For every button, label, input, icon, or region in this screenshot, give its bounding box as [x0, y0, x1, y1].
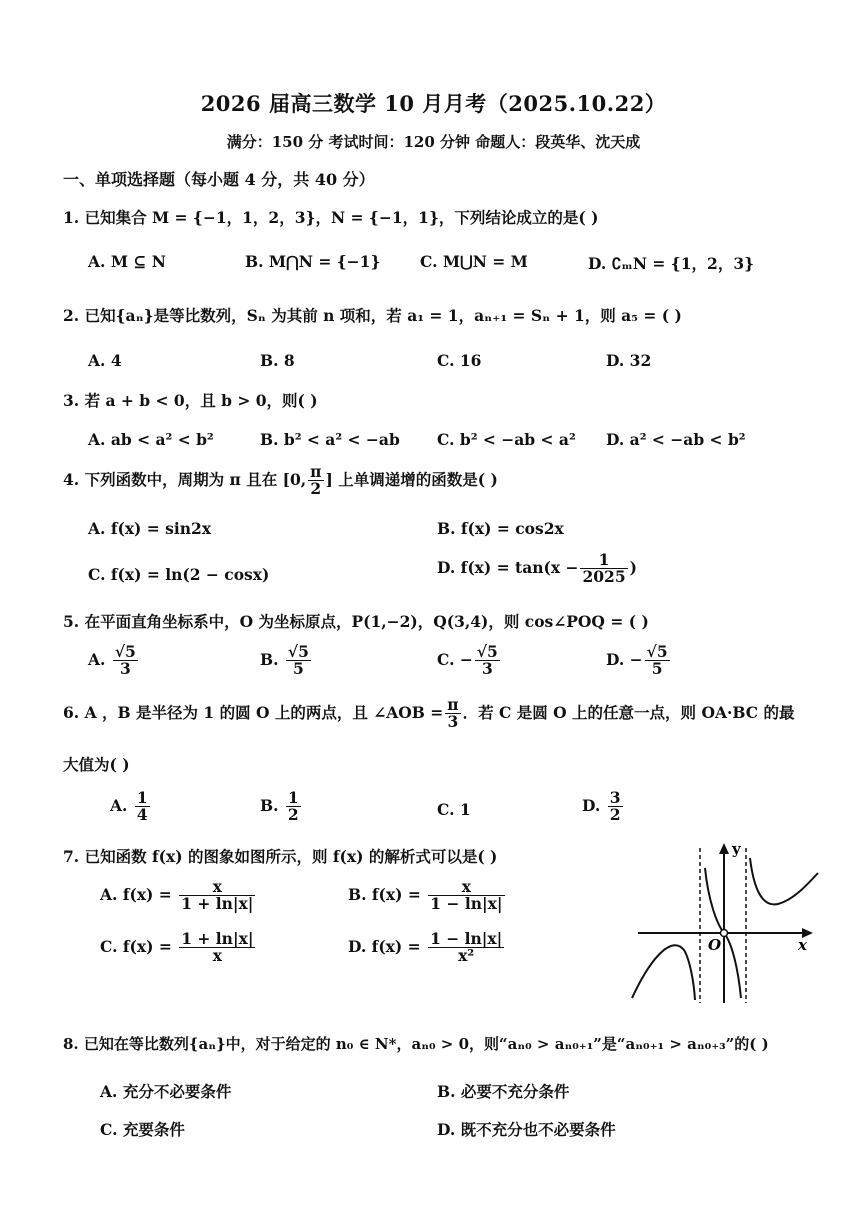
question-4-stem-start: 4. 下列函数中，周期为 π 且在 [0,	[63, 469, 307, 489]
question-6-stem-line2: 大值为( )	[63, 755, 130, 774]
question-1-stem: 1. 已知集合 M = {−1，1，2，3}，N = {−1，1}，下列结论成立的是( )	[63, 208, 599, 227]
question-7-option-c: C. f(x) = $\frac{1 + \ln|x|}{x}$	[100, 929, 254, 966]
question-3-option-b: B. b² < a² < −ab	[260, 430, 400, 449]
question-4-option-d: D. f(x) = tan(x − $\frac{1}{2025}$ )	[437, 550, 637, 587]
pi-over-3-fraction: $\frac{\pi}{3}$	[447, 695, 459, 732]
question-8-stem: 8. 已知在等比数列{aₙ}中，对于给定的 n₀ ∈ N*，aₙ₀ > 0，则“aₙ₀ > aₙ₀₊₁”是“aₙ₀₊₁ > aₙ₀₊₃”的( )	[63, 1035, 769, 1053]
question-4-stem-end: ] 上单调递增的函数是( )	[325, 469, 498, 489]
exam-meta: 满分：150 分 考试时间：120 分钟 命题人：段英华、沈天成	[226, 133, 641, 151]
question-6-option-b: B. $\frac{1}{2}$	[260, 788, 299, 825]
pi-over-2-fraction: $\frac{\pi}{2}$	[310, 462, 322, 499]
question-1-option-d: D. ∁ₘN = {1，2，3}	[588, 254, 755, 273]
question-8-option-c: C. 充要条件	[100, 1120, 185, 1139]
question-5-option-b: B. $\frac{√5}{5}$	[260, 642, 309, 679]
question-7-option-b: B. f(x) = $\frac{x}{1 - \ln|x|}$	[348, 877, 503, 914]
question-4-option-a: A. f(x) = sin2x	[88, 519, 212, 538]
origin-label: O	[708, 936, 722, 954]
question-1-option-c: C. M⋃N = M	[420, 252, 528, 271]
question-4-option-c: C. f(x) = ln(2 − cosx)	[88, 565, 270, 584]
question-3-option-a: A. ab < a² < b²	[88, 430, 214, 449]
question-6-option-a: A. $\frac{1}{4}$	[110, 788, 148, 825]
question-3-stem: 3. 若 a + b < 0，且 b > 0，则( )	[63, 391, 318, 410]
curve-left-branch	[632, 945, 695, 1000]
question-8-option-d: D. 既不充分也不必要条件	[437, 1120, 616, 1139]
question-7-stem: 7. 已知函数 f(x) 的图象如图所示，则 f(x) 的解析式可以是( )	[63, 847, 498, 866]
question-2-option-d: D. 32	[606, 351, 652, 370]
question-6-option-d: D. $\frac{3}{2}$	[582, 788, 621, 825]
question-6-stem: 6. A ，B 是半径为 1 的圆 O 上的两点，且 ∠AOB = $\frac{\pi}{3}$ ．若 C 是圆 O 上的任意一点，则 OA·BC 的最	[63, 695, 795, 732]
question-5-option-d: D. − $\frac{√5}{5}$	[606, 642, 668, 679]
x-axis-label: x	[798, 936, 807, 954]
curve-right-branch	[750, 858, 818, 904]
question-4-option-b: B. f(x) = cos2x	[437, 519, 564, 538]
question-5-option-a: A. $\frac{√5}{3}$	[88, 642, 136, 679]
question-4-stem	[63, 464, 498, 498]
origin-point	[721, 930, 728, 937]
one-over-2025-fraction: $\frac{1}{2025}$	[582, 550, 626, 587]
question-2-option-a: A. 4	[88, 351, 122, 370]
question-3-option-d: D. a² < −ab < b²	[606, 430, 746, 449]
question-2-option-b: B. 8	[260, 351, 295, 370]
question-5-option-c: C. − $\frac{√5}{3}$	[437, 642, 498, 679]
question-2-stem: 2. 已知{aₙ}是等比数列，Sₙ 为其前 n 项和，若 a₁ = 1，aₙ₊₁ = Sₙ + 1，则 a₅ = ( )	[63, 306, 682, 325]
y-axis-label: y	[732, 840, 741, 858]
question-3-option-c: C. b² < −ab < a²	[437, 430, 576, 449]
question-1-option-a: A. M ⊆ N	[88, 252, 166, 271]
question-5-stem: 5. 在平面直角坐标系中，O 为坐标原点，P(1,−2)，Q(3,4)，则 cos∠POQ = ( )	[63, 612, 649, 631]
function-graph	[628, 838, 828, 1008]
question-6-option-c: C. 1	[437, 800, 471, 819]
y-axis-arrow-icon	[719, 843, 729, 854]
question-7-option-d: D. f(x) = $\frac{1 - \ln|x|}{\text{x²}}$	[348, 929, 503, 966]
section-heading: 一、单项选择题（每小题 4 分，共 40 分）	[63, 170, 375, 189]
question-2-option-c: C. 16	[437, 351, 482, 370]
question-8-option-b: B. 必要不充分条件	[437, 1082, 570, 1101]
question-1-option-b: B. M⋂N = {−1}	[245, 252, 381, 271]
question-7-option-a: A. f(x) = $\frac{x}{1 + \ln|x|}$	[100, 877, 254, 914]
page-title: 2026 届高三数学 10 月月考（2025.10.22）	[200, 91, 667, 116]
question-8-option-a: A. 充分不必要条件	[100, 1082, 232, 1101]
